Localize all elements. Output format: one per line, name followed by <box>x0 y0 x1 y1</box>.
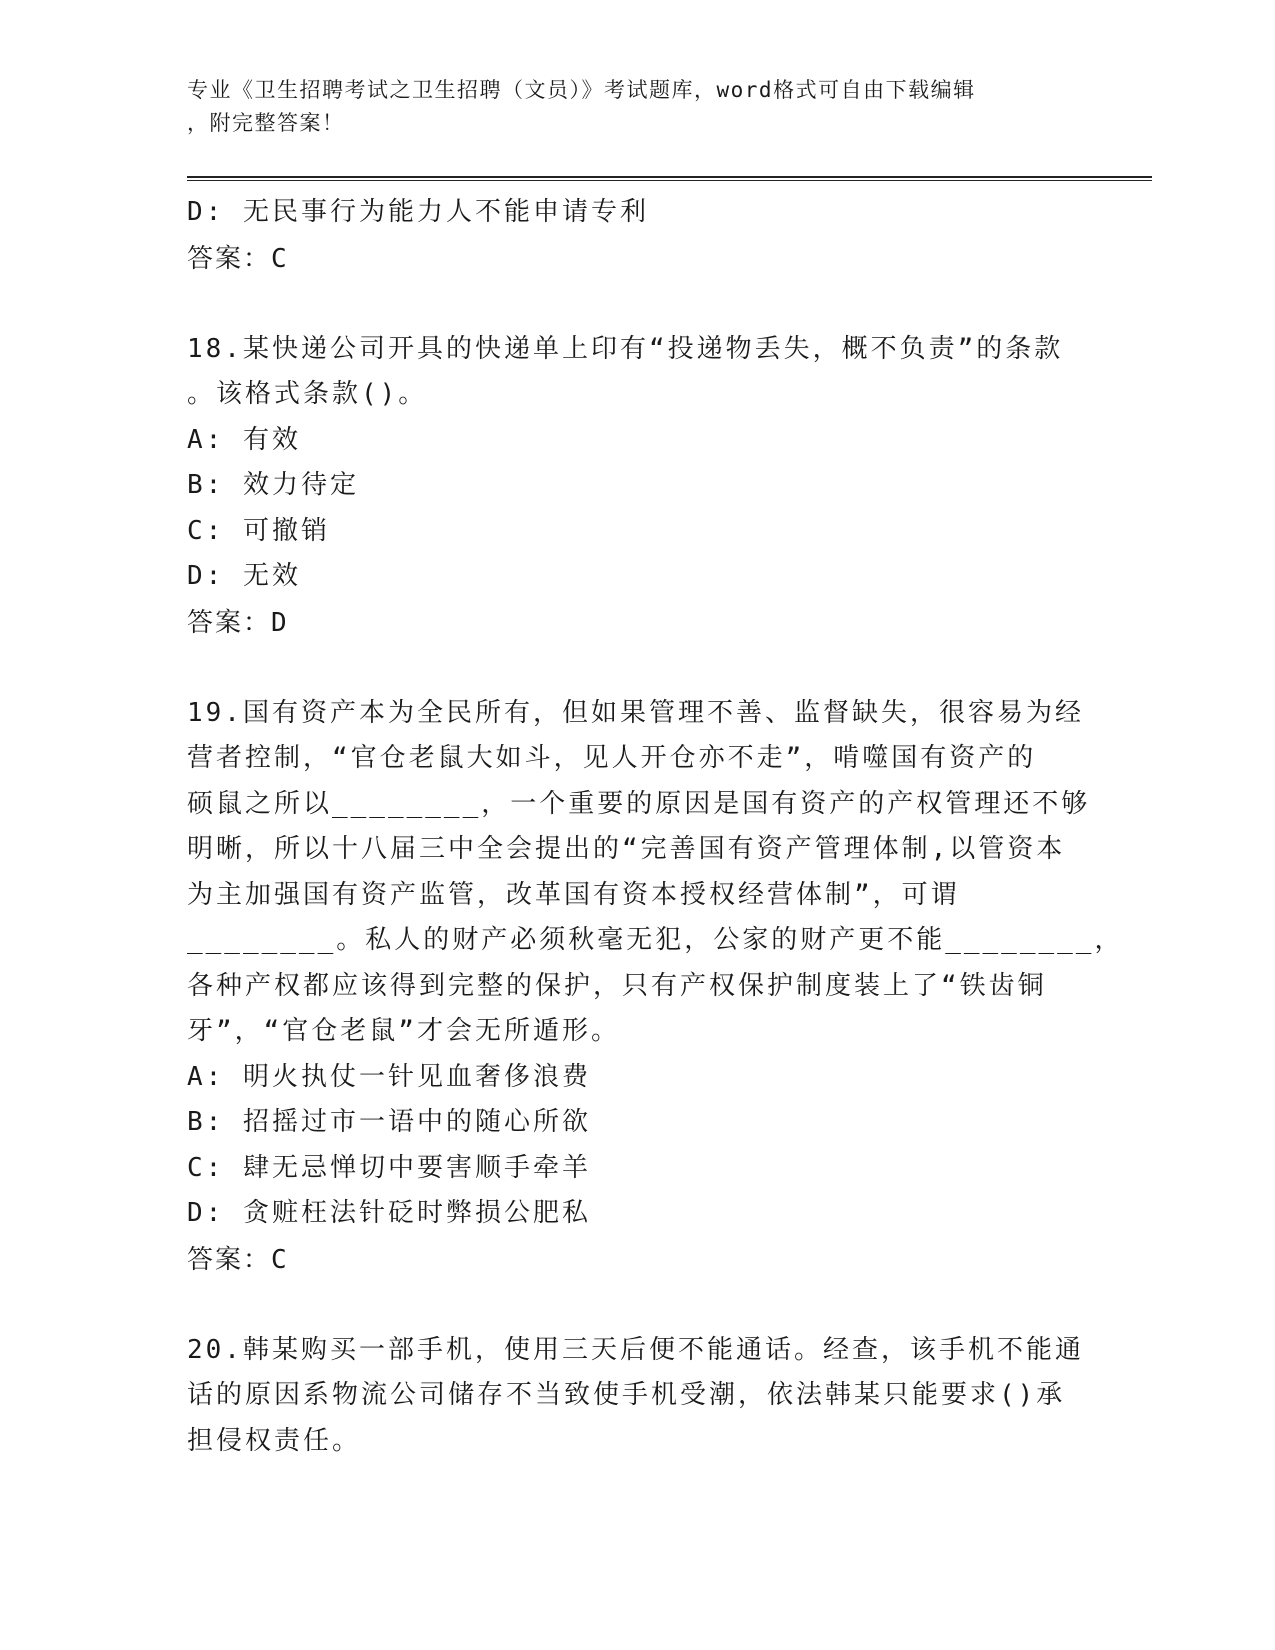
answer-label: 答案： <box>187 607 272 638</box>
header-line-1: 专业《卫生招聘考试之卫生招聘（文员）》考试题库，word格式可自由下载编辑 <box>187 78 976 102</box>
option-b: B: 招摇过市一语中的随心所欲 <box>187 1107 591 1137</box>
answer-label: 答案： <box>187 1244 272 1275</box>
document-header <box>187 74 1067 140</box>
question-17-continuation <box>187 190 1087 282</box>
spacer <box>187 282 1087 327</box>
answer-value: D <box>271 607 289 638</box>
question-stem-line: 19.国有资产本为全民所有，但如果管理不善、监督缺失，很容易为经 <box>187 697 1084 728</box>
spacer <box>187 1283 1087 1328</box>
question-19 <box>187 691 1124 1283</box>
question-stem-line: 20.韩某购买一部手机，使用三天后便不能通话。经查，该手机不能通 <box>187 1334 1084 1365</box>
question-20 <box>187 1328 1087 1465</box>
option-c: C: 可撤销 <box>187 515 330 546</box>
spacer <box>187 646 1087 691</box>
answer-line <box>187 600 1087 646</box>
option-d: D: 无效 <box>187 561 301 591</box>
option-c: C: 肆无忌惮切中要害顺手牵羊 <box>187 1152 591 1183</box>
question-stem-line: 硕鼠之所以________，一个重要的原因是国有资产的产权管理还不够 <box>187 788 1091 819</box>
option-a: A: 明火执仗一针见血奢侈浪费 <box>187 1061 591 1092</box>
question-stem-line: 担侵权责任。 <box>187 1425 362 1456</box>
header-divider <box>187 176 1152 181</box>
option-b: B: 效力待定 <box>187 470 359 500</box>
answer-line <box>187 1237 1087 1283</box>
option-a: A: 有效 <box>187 424 301 455</box>
question-stem-line: 。该格式条款()。 <box>187 379 428 409</box>
option-d: D: 贪赃枉法针砭时弊损公肥私 <box>187 1198 591 1228</box>
question-stem-line: 18.某快递公司开具的快递单上印有“投递物丢失，概不负责”的条款 <box>187 333 1064 364</box>
question-stem-line: 明晰，所以十八届三中全会提出的“完善国有资产管理体制,以管资本 <box>187 834 1066 864</box>
question-stem-line: 为主加强国有资产监管，改革国有资本授权经营体制”，可谓 <box>187 879 960 910</box>
answer-label: 答案： <box>187 243 272 274</box>
question-stem-line: 牙”，“官仓老鼠”才会无所遁形。 <box>187 1016 620 1046</box>
answer-value: C <box>271 1244 289 1275</box>
question-stem-line: 话的原因系物流公司储存不当致使手机受潮，依法韩某只能要求()承 <box>187 1380 1066 1410</box>
question-stem-line: ________。私人的财产必须秋毫无犯，公家的财产更不能________， <box>187 925 1124 955</box>
option-d: D: 无民事行为能力人不能申请专利 <box>187 197 649 227</box>
document-body <box>187 190 1124 1464</box>
question-stem-line: 营者控制，“官仓老鼠大如斗，见人开仓亦不走”，啃噬国有资产的 <box>187 743 1037 773</box>
header-line-2: ，附完整答案！ <box>187 111 345 135</box>
answer-value: C <box>271 243 289 274</box>
question-18 <box>187 327 1087 646</box>
answer-line <box>187 236 1087 282</box>
question-stem-line: 各种产权都应该得到完整的保护，只有产权保护制度装上了“铁齿铜 <box>187 970 1047 1001</box>
